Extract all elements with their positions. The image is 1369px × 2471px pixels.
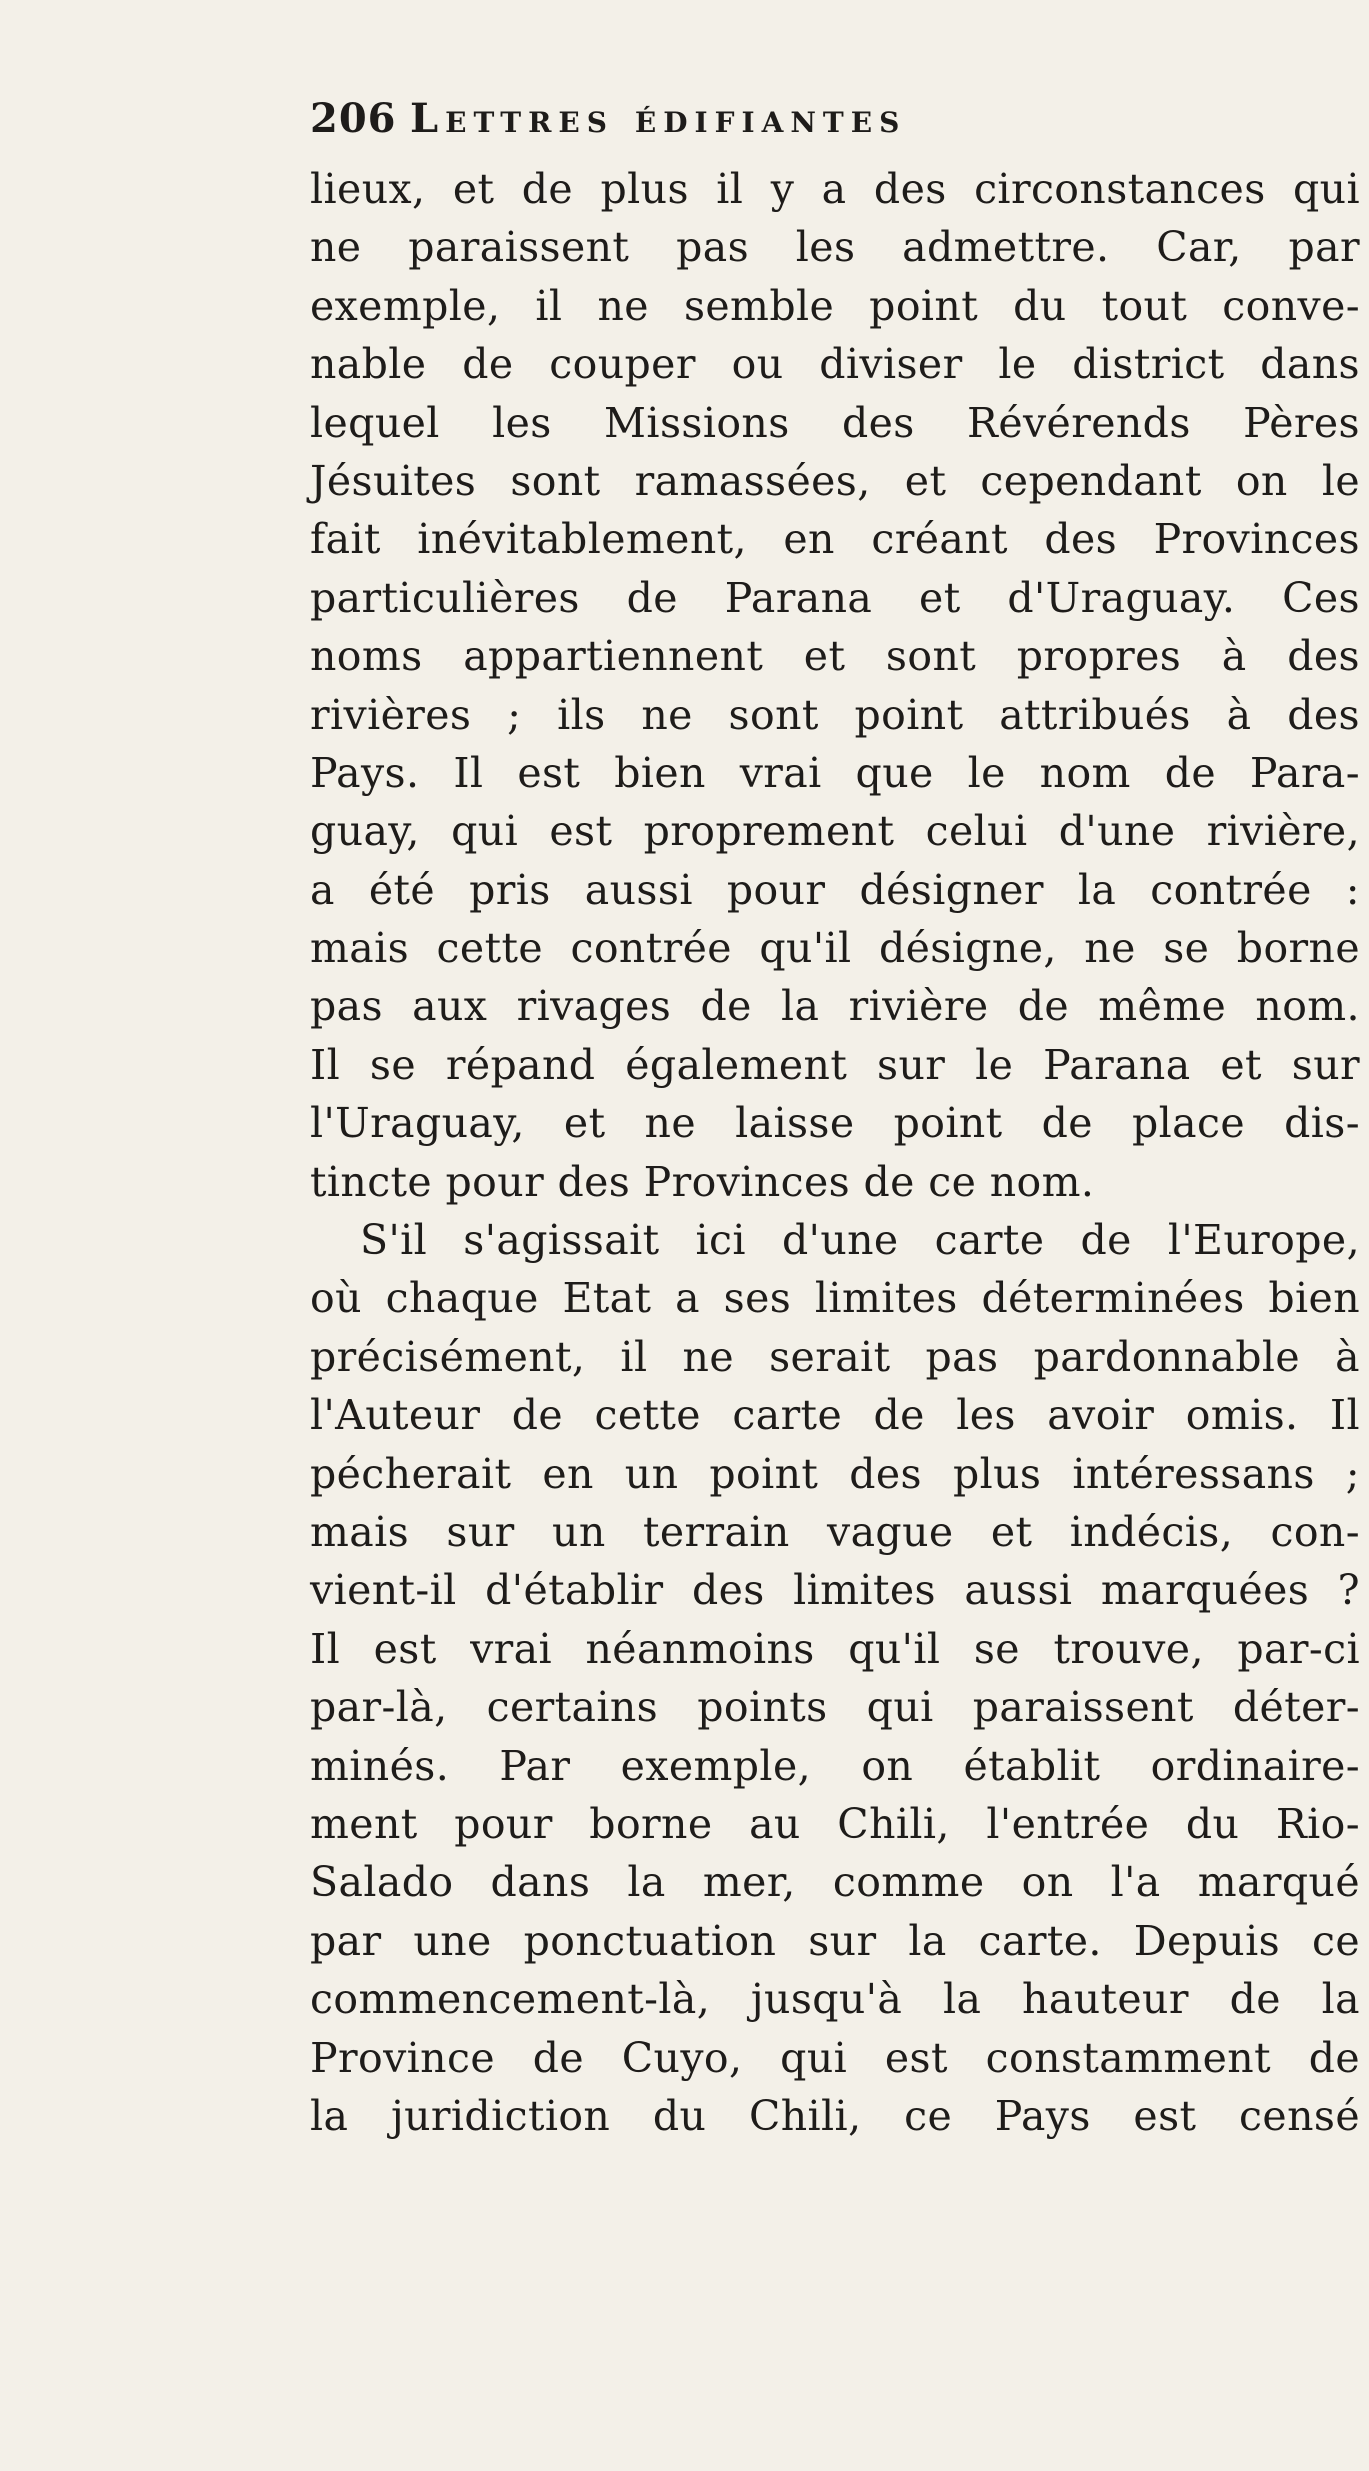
text-line: Province de Cuyo, qui est constamment de — [310, 2033, 1360, 2082]
body-text — [310, 160, 1360, 2145]
text-line: précisément, il ne serait pas pardonnable à — [310, 1332, 1360, 1381]
text-line: lequel les Missions des Révérends Pères — [310, 398, 1360, 447]
text-line: exemple, il ne semble point du tout conve- — [310, 281, 1360, 330]
text-line: a été pris aussi pour désigner la contrée : — [310, 865, 1360, 914]
text-line: Salado dans la mer, comme on l'a marqué — [310, 1858, 1360, 1907]
text-line: guay, qui est proprement celui d'une rivière, — [310, 807, 1360, 856]
text-line: pécherait en un point des plus intéressans ; — [310, 1449, 1360, 1498]
text-line: Il se répand également sur le Parana et sur — [310, 1040, 1360, 1089]
text-line: fait inévitablement, en créant des Provinces — [310, 515, 1360, 564]
running-title: Lettres édifiantes — [410, 95, 907, 142]
text-line: par-là, certains points qui paraissent déter- — [310, 1683, 1360, 1732]
text-line: ne paraissent pas les admettre. Car, par — [310, 223, 1360, 272]
text-line: commencement-là, jusqu'à la hauteur de la — [310, 1975, 1360, 2024]
running-head — [310, 95, 1030, 155]
text-line: rivières ; ils ne sont point attribués à des — [310, 690, 1360, 739]
page-number: 206 — [310, 95, 397, 142]
text-line: nable de couper ou diviser le district dans — [310, 340, 1360, 389]
text-line: ment pour borne au Chili, l'entrée du Rio- — [310, 1799, 1360, 1848]
text-line: la juridiction du Chili, ce Pays est censé — [310, 2091, 1360, 2140]
text-line: Il est vrai néanmoins qu'il se trouve, par-ci — [310, 1624, 1360, 1673]
text-line: S'il s'agissait ici d'une carte de l'Europe, — [360, 1216, 1360, 1265]
text-line: tincte pour des Provinces de ce nom. — [310, 1157, 1095, 1206]
text-line: où chaque Etat a ses limites déterminées bien — [310, 1274, 1360, 1323]
text-line: particulières de Parana et d'Uraguay. Ces — [310, 573, 1360, 622]
text-line: par une ponctuation sur la carte. Depuis ce — [310, 1916, 1360, 1965]
text-line: minés. Par exemple, on établit ordinaire- — [310, 1741, 1360, 1790]
text-line: l'Uraguay, et ne laisse point de place dis- — [310, 1099, 1360, 1148]
text-line: l'Auteur de cette carte de les avoir omis. Il — [310, 1391, 1360, 1440]
text-line: Pays. Il est bien vrai que le nom de Para- — [310, 748, 1360, 797]
text-line: noms appartiennent et sont propres à des — [310, 632, 1360, 681]
text-line: pas aux rivages de la rivière de même nom. — [310, 982, 1360, 1031]
text-line: lieux, et de plus il y a des circonstances qui — [310, 165, 1360, 213]
text-line: mais cette contrée qu'il désigne, ne se borne — [310, 924, 1360, 973]
text-line: mais sur un terrain vague et indécis, con- — [310, 1507, 1360, 1556]
text-line: vient-il d'établir des limites aussi marquées ? — [310, 1566, 1360, 1615]
text-line: Jésuites sont ramassées, et cependant on le — [310, 456, 1360, 505]
